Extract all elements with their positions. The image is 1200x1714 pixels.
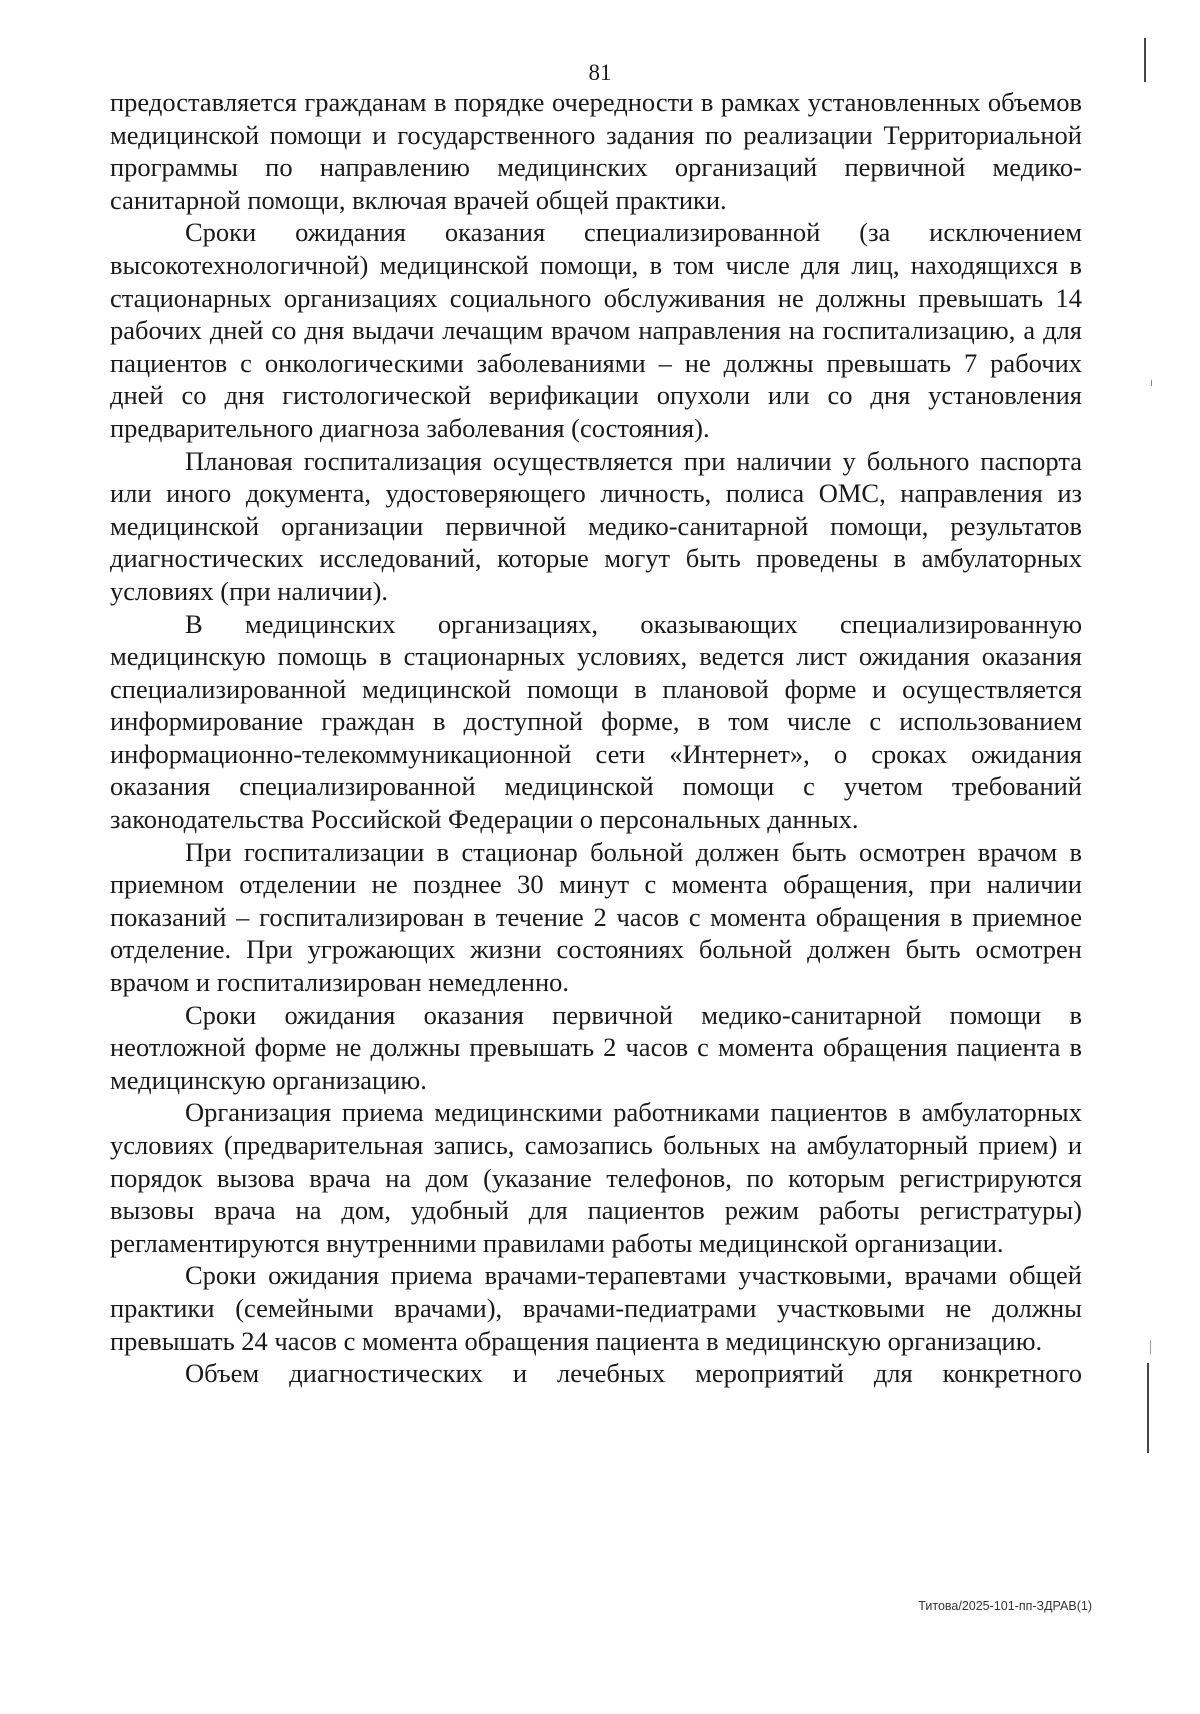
scan-edge-mark-top (1144, 38, 1146, 82)
paragraph-diagnostic-volume: Объем диагностических и лечебных мероприятий для конкретного (185, 1358, 1082, 1389)
document-footer-code: Титова/2025-101-пп-ЗДРАВ(1) (918, 1599, 1092, 1613)
paragraph-specialized-care-waiting: Сроки ожидания оказания специализированной (за исключением высокотехнологичной) медицинской помощи, в том числе для лиц, находящихся в стационарных организациях социального обслуживания не должны превышать 14 рабочих дней со дня выдачи лечащим врачом направления на госпитализацию, а для пациентов с онкологическими заболеваниями – не должны превышать 7 рабочих дней со дня гистологической верификации опухоли или со дня установления предварительного диагноза заболевания (состояния). (110, 217, 1082, 443)
paragraph-waiting-list: В медицинских организациях, оказывающих специализированную медицинскую помощь в стационарных условиях, ведется лист ожидания оказания специализированной медицинской помощи в плановой форме и осуществляется информирование граждан в доступной форме, в том числе с использованием информационно-телекоммуникационной сети «Интернет», о сроках ожидания оказания специализированной медицинской помощи с учетом требований законодательства Российской Федерации о персональных данных. (110, 608, 1082, 835)
paragraph-physician-waiting: Сроки ожидания приема врачами-терапевтами участковыми, врачами общей практики (семейными врачами), врачами-педиатрами участковыми не должны превышать 24 часов с момента обращения пациента в медицинскую организацию. (110, 1260, 1082, 1356)
paragraph-admission-examination: При госпитализации в стационар больной должен быть осмотрен врачом в приемном отделении не позднее 30 минут с момента обращения, при наличии показаний – госпитализирован в течение 2 часов с момента обращения в приемное отделение. При угрожающих жизни состояниях больной должен быть осмотрен врачом и госпитализирован немедленно. (110, 836, 1082, 998)
scan-edge-mark-bottom (1147, 1363, 1149, 1453)
paragraph-continuation: предоставляется гражданам в порядке очередности в рамках установленных объемов медицинской помощи и государственного задания по реализации Территориальной программы по направлению медицинских организаций первичной медико-санитарной помощи, включая врачей общей практики. (110, 87, 1082, 215)
scan-speck-lower (1150, 1340, 1151, 1354)
paragraph-outpatient-organization: Организация приема медицинскими работниками пациентов в амбулаторных условиях (предварительная запись, самозапись больных на амбулаторный прием) и порядок вызова врача на дом (указание телефонов, по которым регистрируются вызовы врача на дом, удобный для пациентов режим работы регистратуры) регламентируются внутренними правилами работы медицинской организации. (110, 1097, 1082, 1258)
document-body (110, 86, 1082, 1390)
paragraph-urgent-care-waiting: Сроки ожидания оказания первичной медико-санитарной помощи в неотложной форме не должны превышать 2 часов с момента обращения пациента в медицинскую организацию. (110, 999, 1082, 1095)
paragraph-planned-hospitalization: Плановая госпитализация осуществляется при наличии у больного паспорта или иного документа, удостоверяющего личность, полиса ОМС, направления из медицинской организации первичной медико-санитарной помощи, результатов диагностических исследований, которые могут быть проведены в амбулаторных условиях (при наличии). (110, 445, 1082, 606)
page-number: 81 (588, 60, 612, 85)
scan-speck (1151, 380, 1152, 386)
